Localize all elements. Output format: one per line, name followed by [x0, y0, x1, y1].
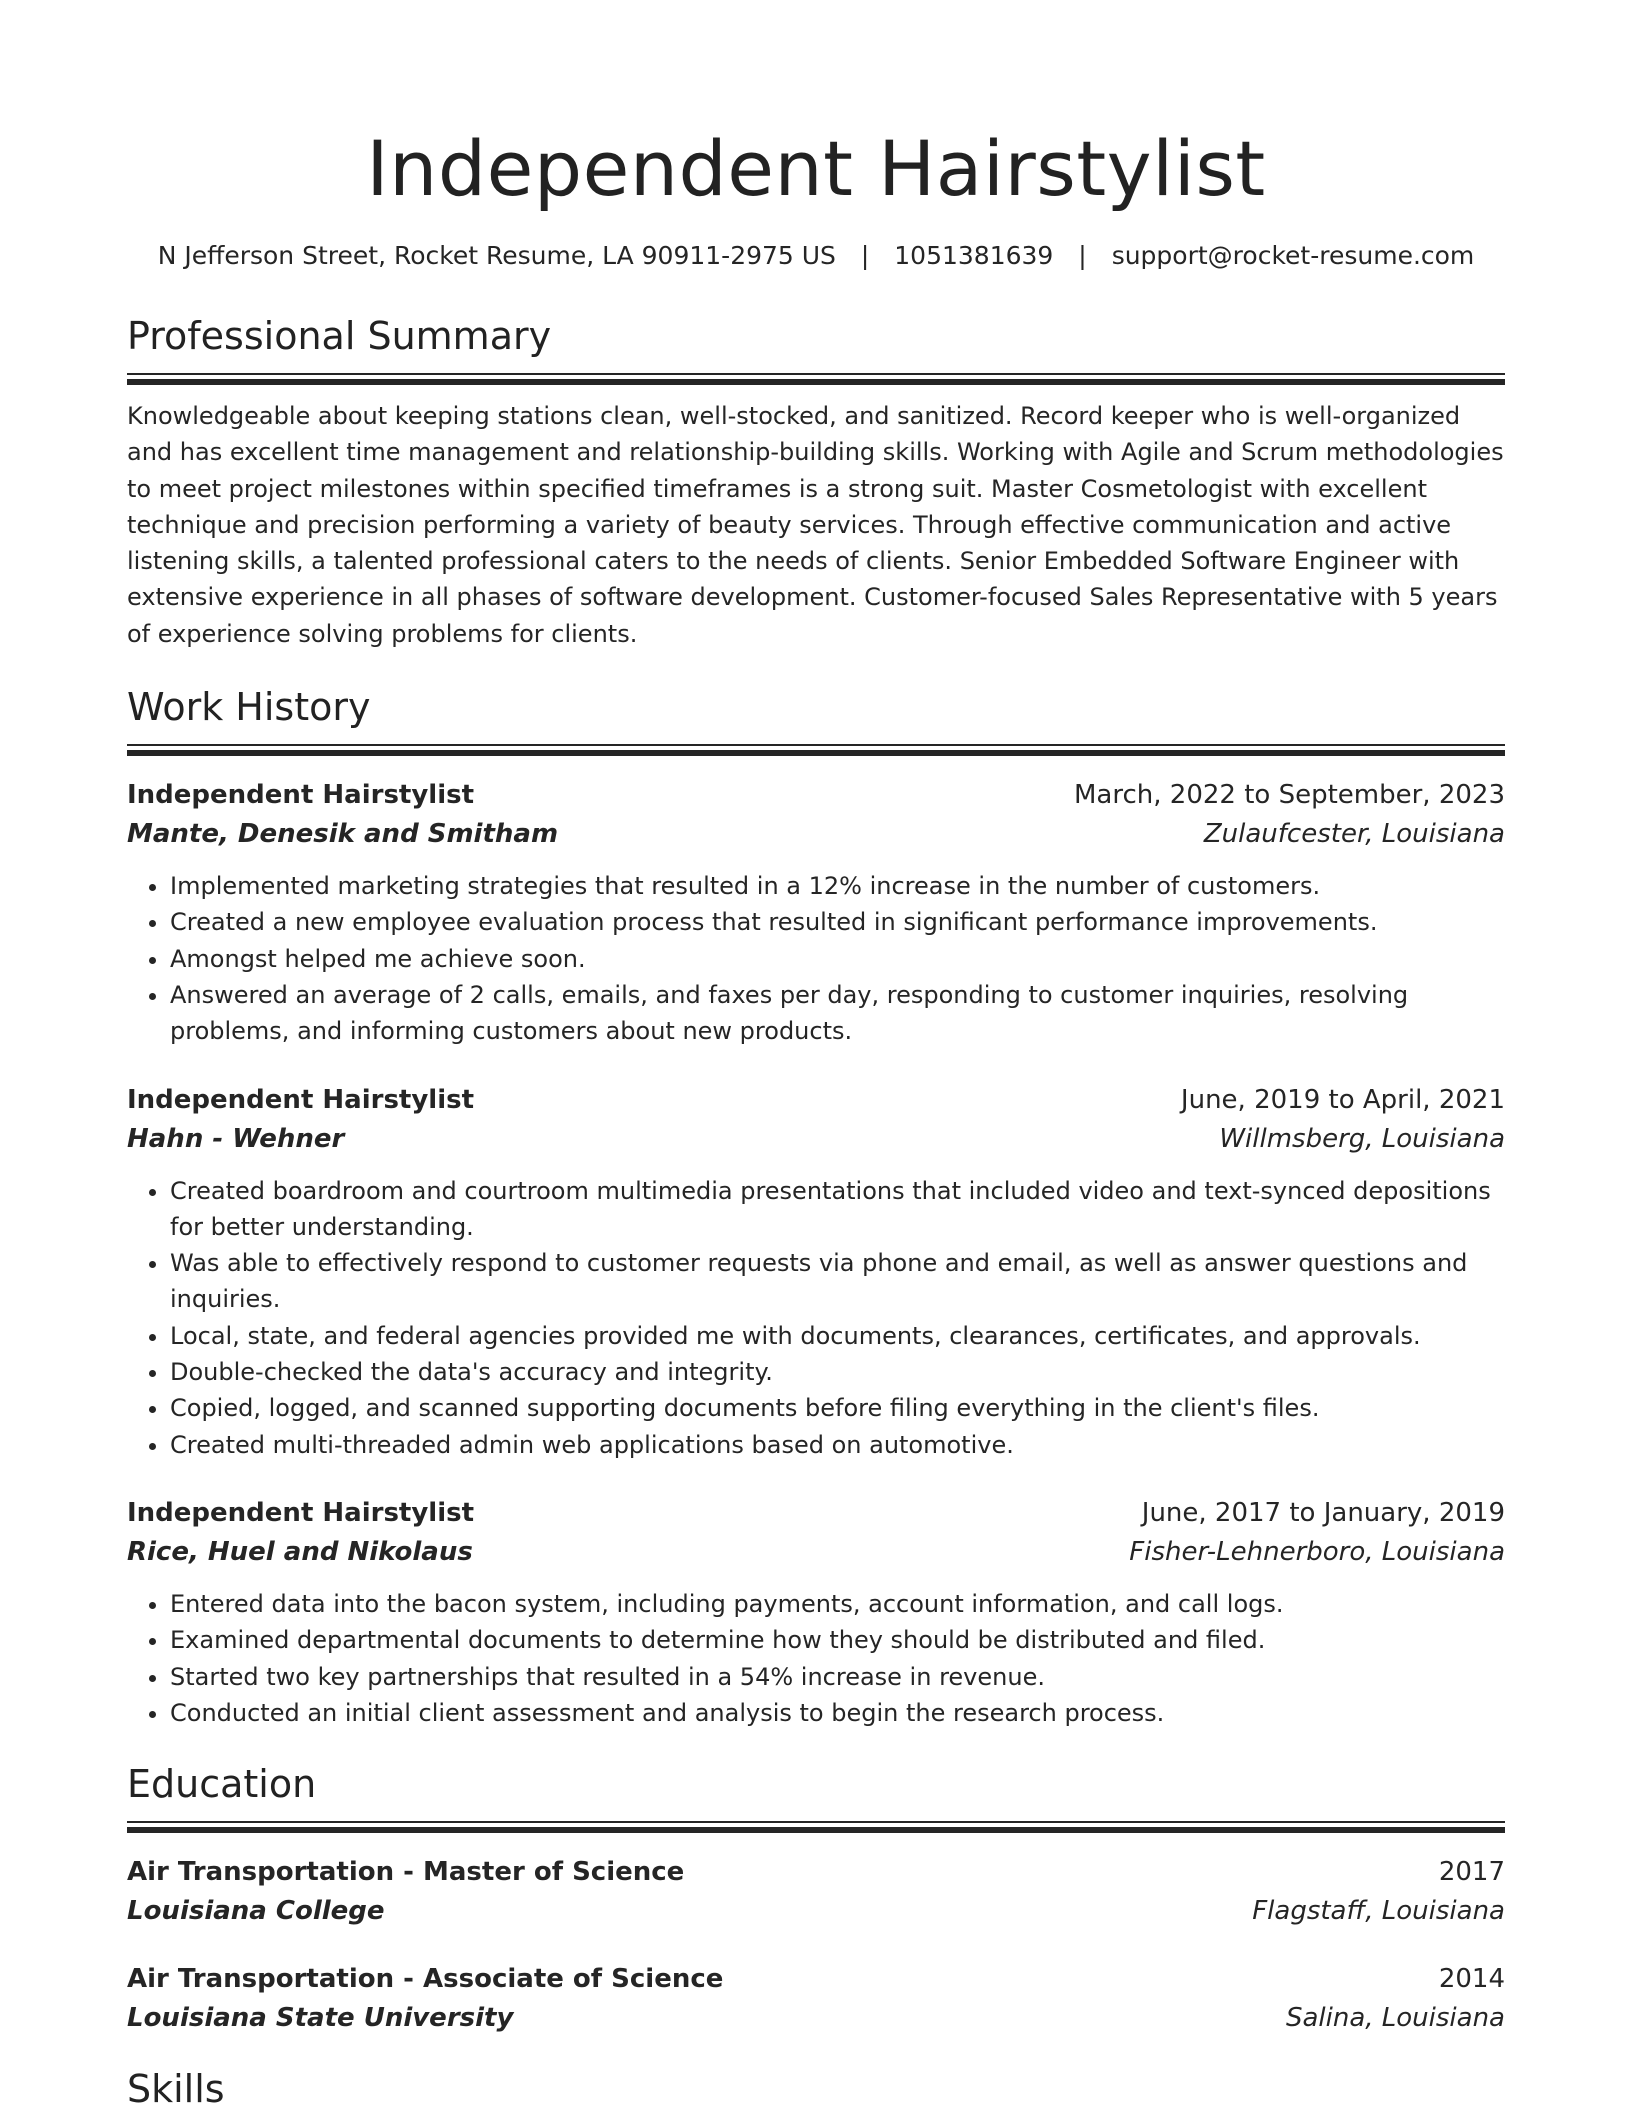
work-history-section	[127, 684, 1505, 1731]
job-subheader	[127, 814, 1505, 854]
education-section	[127, 1761, 1505, 2038]
job-location: Willmsberg, Louisiana	[1219, 1123, 1505, 1154]
education-subheader	[127, 1891, 1505, 1931]
job-bullet: • Conducted an initial client assessment and analysis to begin the research process.	[170, 1695, 1505, 1731]
job-bullet: • Implemented marketing strategies that resulted in a 12% increase in the number of customers.	[170, 868, 1505, 904]
job-dates: June, 2019 to April, 2021	[1180, 1084, 1505, 1115]
job-entry	[127, 775, 1505, 1049]
summary-text: Knowledgeable about keeping stations clean, well-stocked, and sanitized. Record keeper who is well-organized and has excellent time management and relationship-building skills. Working with Agile and Scrum methodologies to meet project milestones within specified timeframes is a strong suit. Master Cosmetologist with excellent technique and precision performing a variety of beauty services. Through effective communication and active listening skills, a talented professional caters to the needs of clients. Senior Embedded Software Engineer with extensive experience in all phases of software development. Customer-focused Sales Representative with 5 years of experience solving problems for clients.	[127, 402, 1504, 648]
section-title-education: Education	[127, 1762, 317, 1807]
job-header	[127, 1493, 1505, 1533]
job-subheader	[127, 1119, 1505, 1159]
job-bullet: • Local, state, and federal agencies provided me with documents, clearances, certificates, and approvals.	[170, 1318, 1505, 1354]
education-school: Louisiana State University	[127, 2003, 514, 2034]
job-header	[127, 775, 1505, 815]
job-bullet: • Examined departmental documents to determine how they should be distributed and filed.	[170, 1622, 1505, 1658]
education-entry	[127, 1959, 1505, 2038]
job-entry	[127, 1493, 1505, 1731]
job-location: Fisher-Lehnerboro, Louisiana	[1129, 1536, 1505, 1567]
job-title: Independent Hairstylist	[127, 780, 475, 811]
contact-separator: |	[1078, 241, 1087, 270]
job-title: Independent Hairstylist	[127, 1084, 475, 1115]
contact-email: support@rocket-resume.com	[1111, 241, 1475, 270]
job-bullet: • Created boardroom and courtroom multimedia presentations that included video and text-synced depositions for better understanding.	[170, 1173, 1505, 1246]
job-dates: June, 2017 to January, 2019	[1141, 1497, 1505, 1528]
section-title-skills: Skills	[127, 2067, 225, 2112]
job-bullet: • Answered an average of 2 calls, emails, and faxes per day, responding to customer inquiries, resolving problems, and informing customers about new products.	[170, 977, 1505, 1050]
section-divider	[127, 744, 1505, 757]
job-company: Rice, Huel and Nikolaus	[127, 1536, 473, 1567]
job-bullet-list	[127, 1586, 1505, 1731]
job-location: Zulaufcester, Louisiana	[1203, 819, 1505, 850]
contact-phone: 1051381639	[894, 241, 1054, 270]
section-divider	[127, 1821, 1505, 1834]
education-header	[127, 1852, 1505, 1892]
section-title-summary: Professional Summary	[127, 314, 552, 358]
job-bullet: • Created a new employee evaluation process that resulted in significant performance improvements.	[170, 904, 1505, 940]
education-entry	[127, 1852, 1505, 1931]
professional-summary-section	[127, 313, 1505, 652]
contact-line	[127, 239, 1505, 273]
education-location: Salina, Louisiana	[1285, 2003, 1505, 2034]
job-bullet: • Entered data into the bacon system, including payments, account information, and call logs.	[170, 1586, 1505, 1622]
education-subheader	[127, 1998, 1505, 2038]
education-degree: Air Transportation - Associate of Science	[127, 1964, 724, 1995]
job-company: Hahn - Wehner	[127, 1123, 345, 1154]
job-bullet: • Created multi-threaded admin web applications based on automotive.	[170, 1427, 1505, 1463]
job-bullet: • Copied, logged, and scanned supporting documents before filing everything in the client's files.	[170, 1390, 1505, 1426]
job-bullet: • Amongst helped me achieve soon.	[170, 941, 1505, 977]
education-school: Louisiana College	[127, 1896, 385, 1927]
job-bullet: • Was able to effectively respond to customer requests via phone and email, as well as answer questions and inquiries.	[170, 1245, 1505, 1318]
job-title: Independent Hairstylist	[127, 1497, 475, 1528]
job-entry	[127, 1080, 1505, 1463]
job-subheader	[127, 1532, 1505, 1572]
candidate-name: Independent Hairstylist	[366, 124, 1266, 213]
job-company: Mante, Denesik and Smitham	[127, 819, 559, 850]
job-bullet: • Started two key partnerships that resulted in a 54% increase in revenue.	[170, 1659, 1505, 1695]
job-header	[127, 1080, 1505, 1120]
job-bullet: • Double-checked the data's accuracy and integrity.	[170, 1354, 1505, 1390]
education-degree: Air Transportation - Master of Science	[127, 1857, 685, 1888]
section-title-work-history: Work History	[127, 685, 371, 730]
education-header	[127, 1959, 1505, 1999]
contact-separator: |	[860, 241, 870, 270]
education-year: 2014	[1438, 1964, 1505, 1995]
section-divider	[127, 373, 1505, 386]
education-year: 2017	[1438, 1857, 1505, 1888]
job-bullet-list	[127, 1173, 1505, 1463]
education-location: Flagstaff, Louisiana	[1252, 1896, 1505, 1927]
contact-address: N Jefferson Street, Rocket Resume, LA 90911-2975 US	[157, 241, 836, 270]
skills-section	[127, 2066, 1505, 2112]
job-bullet-list	[127, 868, 1505, 1049]
job-dates: March, 2022 to September, 2023	[1074, 780, 1505, 811]
